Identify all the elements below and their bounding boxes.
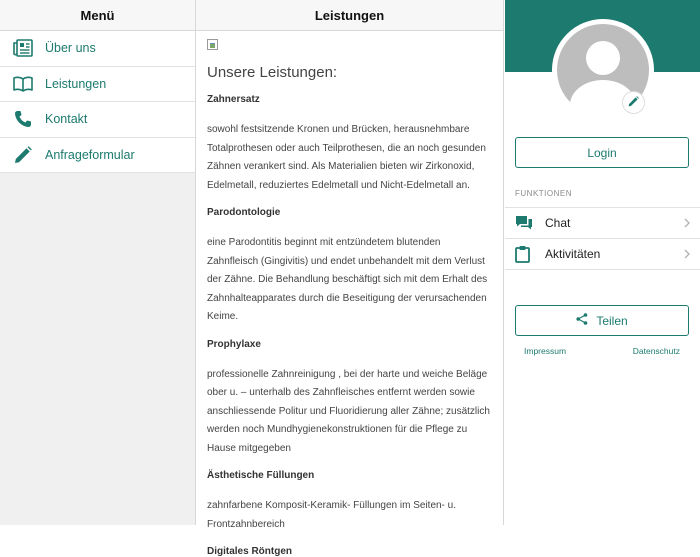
function-item-aktivitaeten[interactable]: [505, 239, 700, 270]
share-button-label: Teilen: [596, 313, 628, 328]
functions-section-label: FUNKTIONEN: [515, 189, 572, 198]
section-title: Digitales Röntgen: [207, 546, 293, 557]
section-title: Ästhetische Füllungen: [207, 470, 315, 481]
broken-image-icon: [207, 39, 218, 50]
phone-icon: [0, 102, 45, 137]
section-text: sowohl festsitzende Kronen und Brücken, herausnehmbare Totalprothesen oder auch Teilprothesen, die an noch gesunden Zähnen verankert sind. Als Materialien bieten wir Zirkonoxid, Edelmetall, reduziertes Edelmetall und Nicht-Edelmetall an.: [207, 124, 486, 191]
section-title: Zahnersatz: [207, 94, 260, 105]
content-title: Leistungen: [196, 0, 503, 31]
section-title: Parodontologie: [207, 207, 281, 218]
menu-item-ueber-uns[interactable]: [0, 31, 195, 67]
newspaper-icon: [0, 31, 45, 66]
book-icon: [0, 67, 45, 102]
section-text: eine Parodontitis beginnt mit entzündetem blutenden Zahnfleisch (Gingivitis) und endet unbehandelt mit dem Verlust der Zähne. Die Behandlung beschäftigt sich mit dem Erhalt des Zahnhalteapparates durch die Beseitigung der verursachenden Keime.: [207, 237, 488, 322]
menu-item-leistungen[interactable]: [0, 67, 195, 103]
section-text: professionelle Zahnreinigung , bei der harte und weiche Beläge ober u. – unterhalb des Zahnfleisches entfernt werden sowie anschliessende Politur und Fluoridierung aller Zähne; zusätzlich werden noch Mundhygienekonstruktionen für die Pflege zu Hause mitgegeben: [207, 368, 490, 454]
function-item-label: Chat: [545, 216, 571, 230]
chevron-right-icon: [680, 218, 690, 228]
content-heading: Unsere Leistungen:: [207, 64, 338, 81]
pencil-icon: [0, 138, 45, 173]
clipboard-icon: [515, 245, 545, 263]
login-button[interactable]: [515, 137, 689, 168]
menu-list: [0, 31, 195, 173]
function-item-label: Aktivitäten: [545, 247, 601, 261]
share-icon: [576, 313, 588, 328]
content-body: [196, 31, 503, 557]
pencil-icon: [628, 94, 639, 112]
menu-item-label: Kontakt: [45, 112, 88, 127]
menu-item-kontakt[interactable]: [0, 102, 195, 138]
menu-item-label: Leistungen: [45, 76, 107, 91]
menu-item-anfrageformular[interactable]: [0, 138, 195, 174]
share-button[interactable]: [515, 305, 689, 336]
function-item-chat[interactable]: [505, 208, 700, 239]
chat-icon: [515, 215, 545, 231]
edit-avatar-button[interactable]: [622, 91, 645, 114]
impressum-link[interactable]: Impressum: [524, 346, 567, 356]
account-panel: [505, 0, 700, 525]
content-pane[interactable]: [196, 0, 504, 557]
menu-title: Menü: [0, 0, 195, 31]
menu-item-label: Über uns: [45, 41, 96, 56]
section-title: Prophylaxe: [207, 338, 261, 350]
login-button-label: Login: [587, 145, 617, 160]
chevron-right-icon: [680, 249, 690, 259]
datenschutz-link[interactable]: Datenschutz: [632, 346, 680, 356]
menu-item-label: Anfrageformular: [45, 147, 135, 162]
functions-list: [505, 207, 700, 270]
section-text: zahnfarbene Komposit-Keramik- Füllungen im Seiten- u. Frontzahnbereich: [207, 500, 457, 530]
menu-sidebar: [0, 0, 196, 525]
